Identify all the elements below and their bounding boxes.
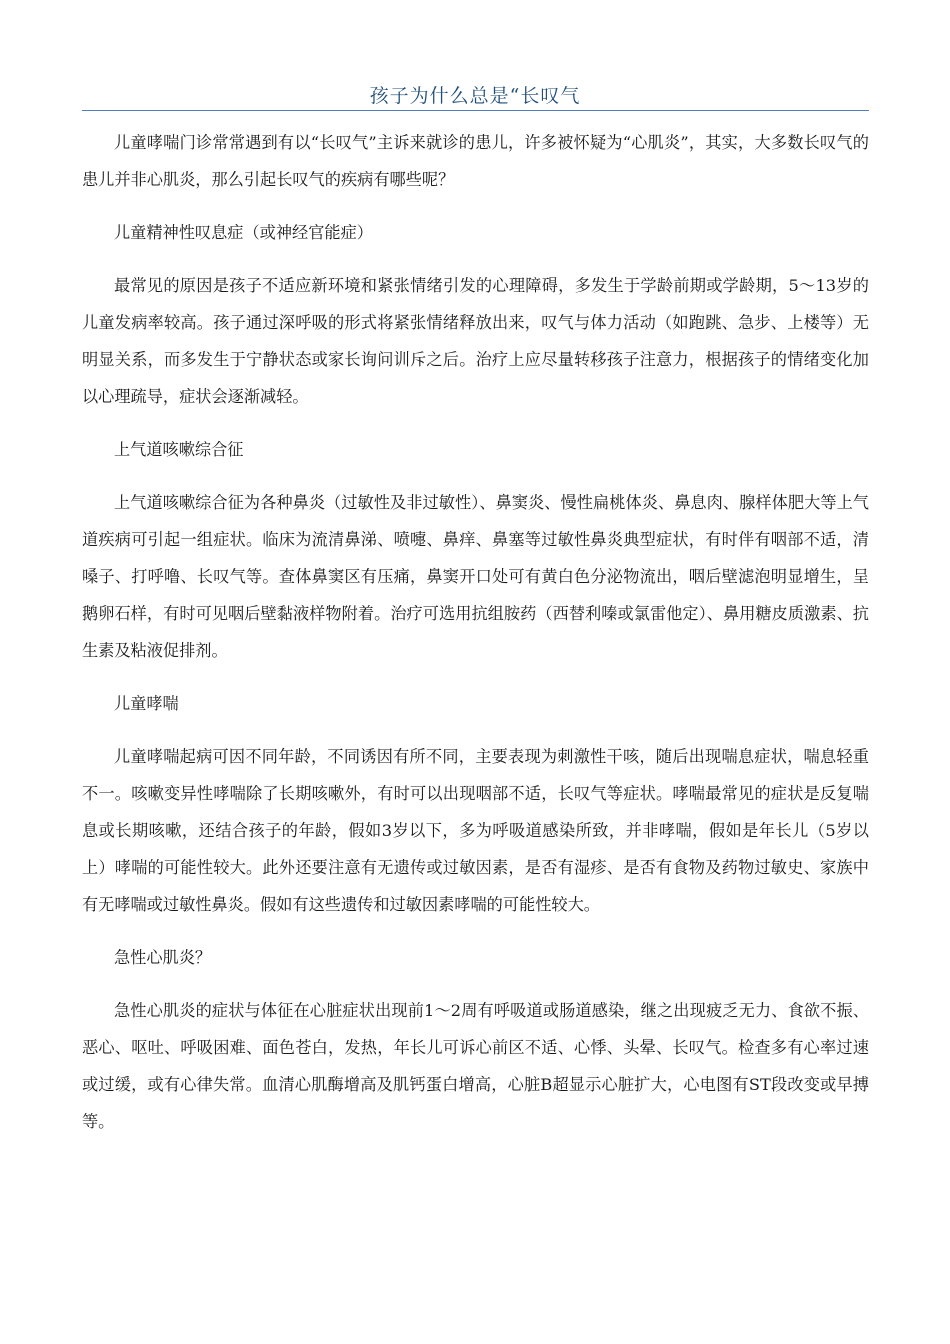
section-paragraph: 上气道咳嗽综合征为各种鼻炎（过敏性及非过敏性）、鼻窦炎、慢性扁桃体炎、鼻息肉、腺样体肥大等上气道疾病可引起一组症状。临床为流清鼻涕、喷嚏、鼻痒、鼻塞等过敏性鼻炎典型症状，有时伴有咽部不适，清嗓子、打呼噜、长叹气等。查体鼻窦区有压痛，鼻窦开口处可有黄白色分泌物流出，咽后壁滤泡明显增生，呈鹅卵石样，有时可见咽后壁黏液样物附着。治疗可选用抗组胺药（西替利嗪或氯雷他定）、鼻用糖皮质激素、抗生素及粘液促排剂。 <box>82 493 869 660</box>
section-paragraph: 儿童哮喘起病可因不同年龄，不同诱因有所不同，主要表现为刺激性干咳，随后出现喘息症状，喘息轻重不一。咳嗽变异性哮喘除了长期咳嗽外，有时可以出现咽部不适，长叹气等症状。哮喘最常见的症状是反复喘息或长期咳嗽，还结合孩子的年龄，假如3岁以下，多为呼吸道感染所致，并非哮喘，假如是年长儿（5岁以上）哮喘的可能性较大。此外还要注意有无遗传或过敏因素，是否有湿疹、是否有食物及药物过敏史、家族中有无哮喘或过敏性鼻炎。假如有这些遗传和过敏因素哮喘的可能性较大。 <box>82 747 869 914</box>
document-body <box>82 124 869 1140</box>
section-paragraph: 急性心肌炎的症状与体征在心脏症状出现前1～2周有呼吸道或肠道感染，继之出现疲乏无力、食欲不振、恶心、呕吐、呼吸困难、面色苍白，发热，年长儿可诉心前区不适、心悸、头晕、长叹气。检查多有心率过速或过缓，或有心律失常。血清心肌酶增高及肌钙蛋白增高，心脏B超显示心脏扩大，心电图有ST段改变或早搏等。 <box>82 1001 869 1131</box>
section-paragraph: 最常见的原因是孩子不适应新环境和紧张情绪引发的心理障碍，多发生于学龄前期或学龄期，5～13岁的儿童发病率较高。孩子通过深呼吸的形式将紧张情绪释放出来，叹气与体力活动（如跑跳、急步、上楼等）无明显关系，而多发生于宁静状态或家长询问训斥之后。治疗上应尽量转移孩子注意力，根据孩子的情绪变化加以心理疏导，症状会逐渐减轻。 <box>82 276 869 406</box>
section-heading: 儿童哮喘 <box>114 694 179 713</box>
document-title: 孩子为什么总是“长叹气 <box>369 85 581 107</box>
section-heading: 急性心肌炎？ <box>114 948 212 967</box>
section-heading: 儿童精神性叹息症（或神经官能症） <box>114 223 373 242</box>
title-underline <box>82 110 869 111</box>
intro-paragraph: 儿童哮喘门诊常常遇到有以“长叹气”主诉来就诊的患儿，许多被怀疑为“心肌炎”，其实，大多数长叹气的患儿并非心肌炎，那么引起长叹气的疾病有哪些呢？ <box>82 133 869 189</box>
section-heading: 上气道咳嗽综合征 <box>114 440 244 459</box>
